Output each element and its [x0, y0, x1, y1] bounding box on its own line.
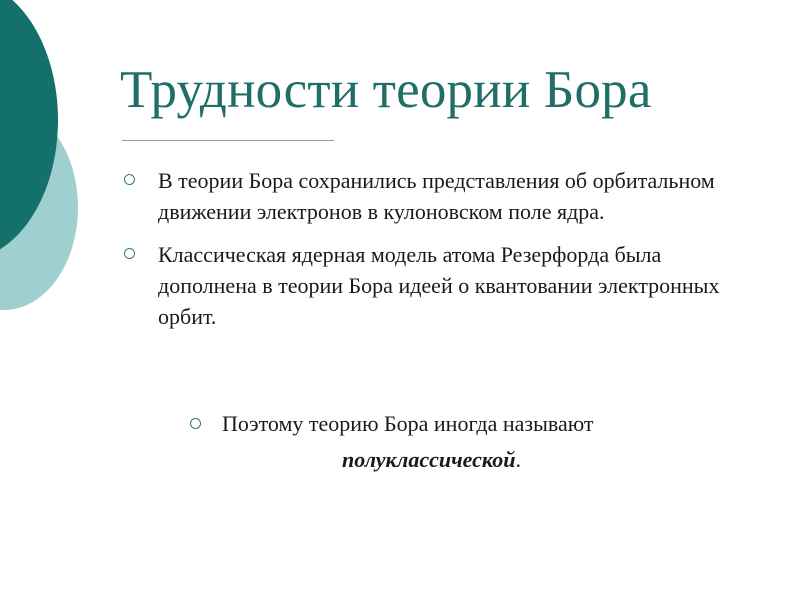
- conclusion-note: [186, 406, 746, 478]
- title-underline: [122, 140, 334, 141]
- bullet-item: [122, 239, 762, 332]
- conclusion-text: Поэтому теорию Бора иногда называют: [222, 411, 594, 436]
- bullet-text: Классическая ядерная модель атома Резерфорда была дополнена в теории Бора идеей о квантовании электронных орбит.: [158, 242, 720, 329]
- bullet-list: [122, 165, 762, 344]
- emphasized-term: полуклассической: [342, 447, 516, 472]
- hollow-circle-icon: [124, 248, 135, 259]
- slide-title: Трудности теории Бора: [120, 61, 652, 119]
- trailing-period: .: [515, 447, 521, 472]
- conclusion-line: [186, 406, 746, 442]
- bullet-text: В теории Бора сохранились представления об орбитальном движении электронов в кулоновском поле ядра.: [158, 168, 715, 224]
- hollow-circle-icon: [190, 418, 201, 429]
- conclusion-emphasis-line: [186, 442, 746, 478]
- bullet-item: [122, 165, 762, 227]
- hollow-circle-icon: [124, 174, 135, 185]
